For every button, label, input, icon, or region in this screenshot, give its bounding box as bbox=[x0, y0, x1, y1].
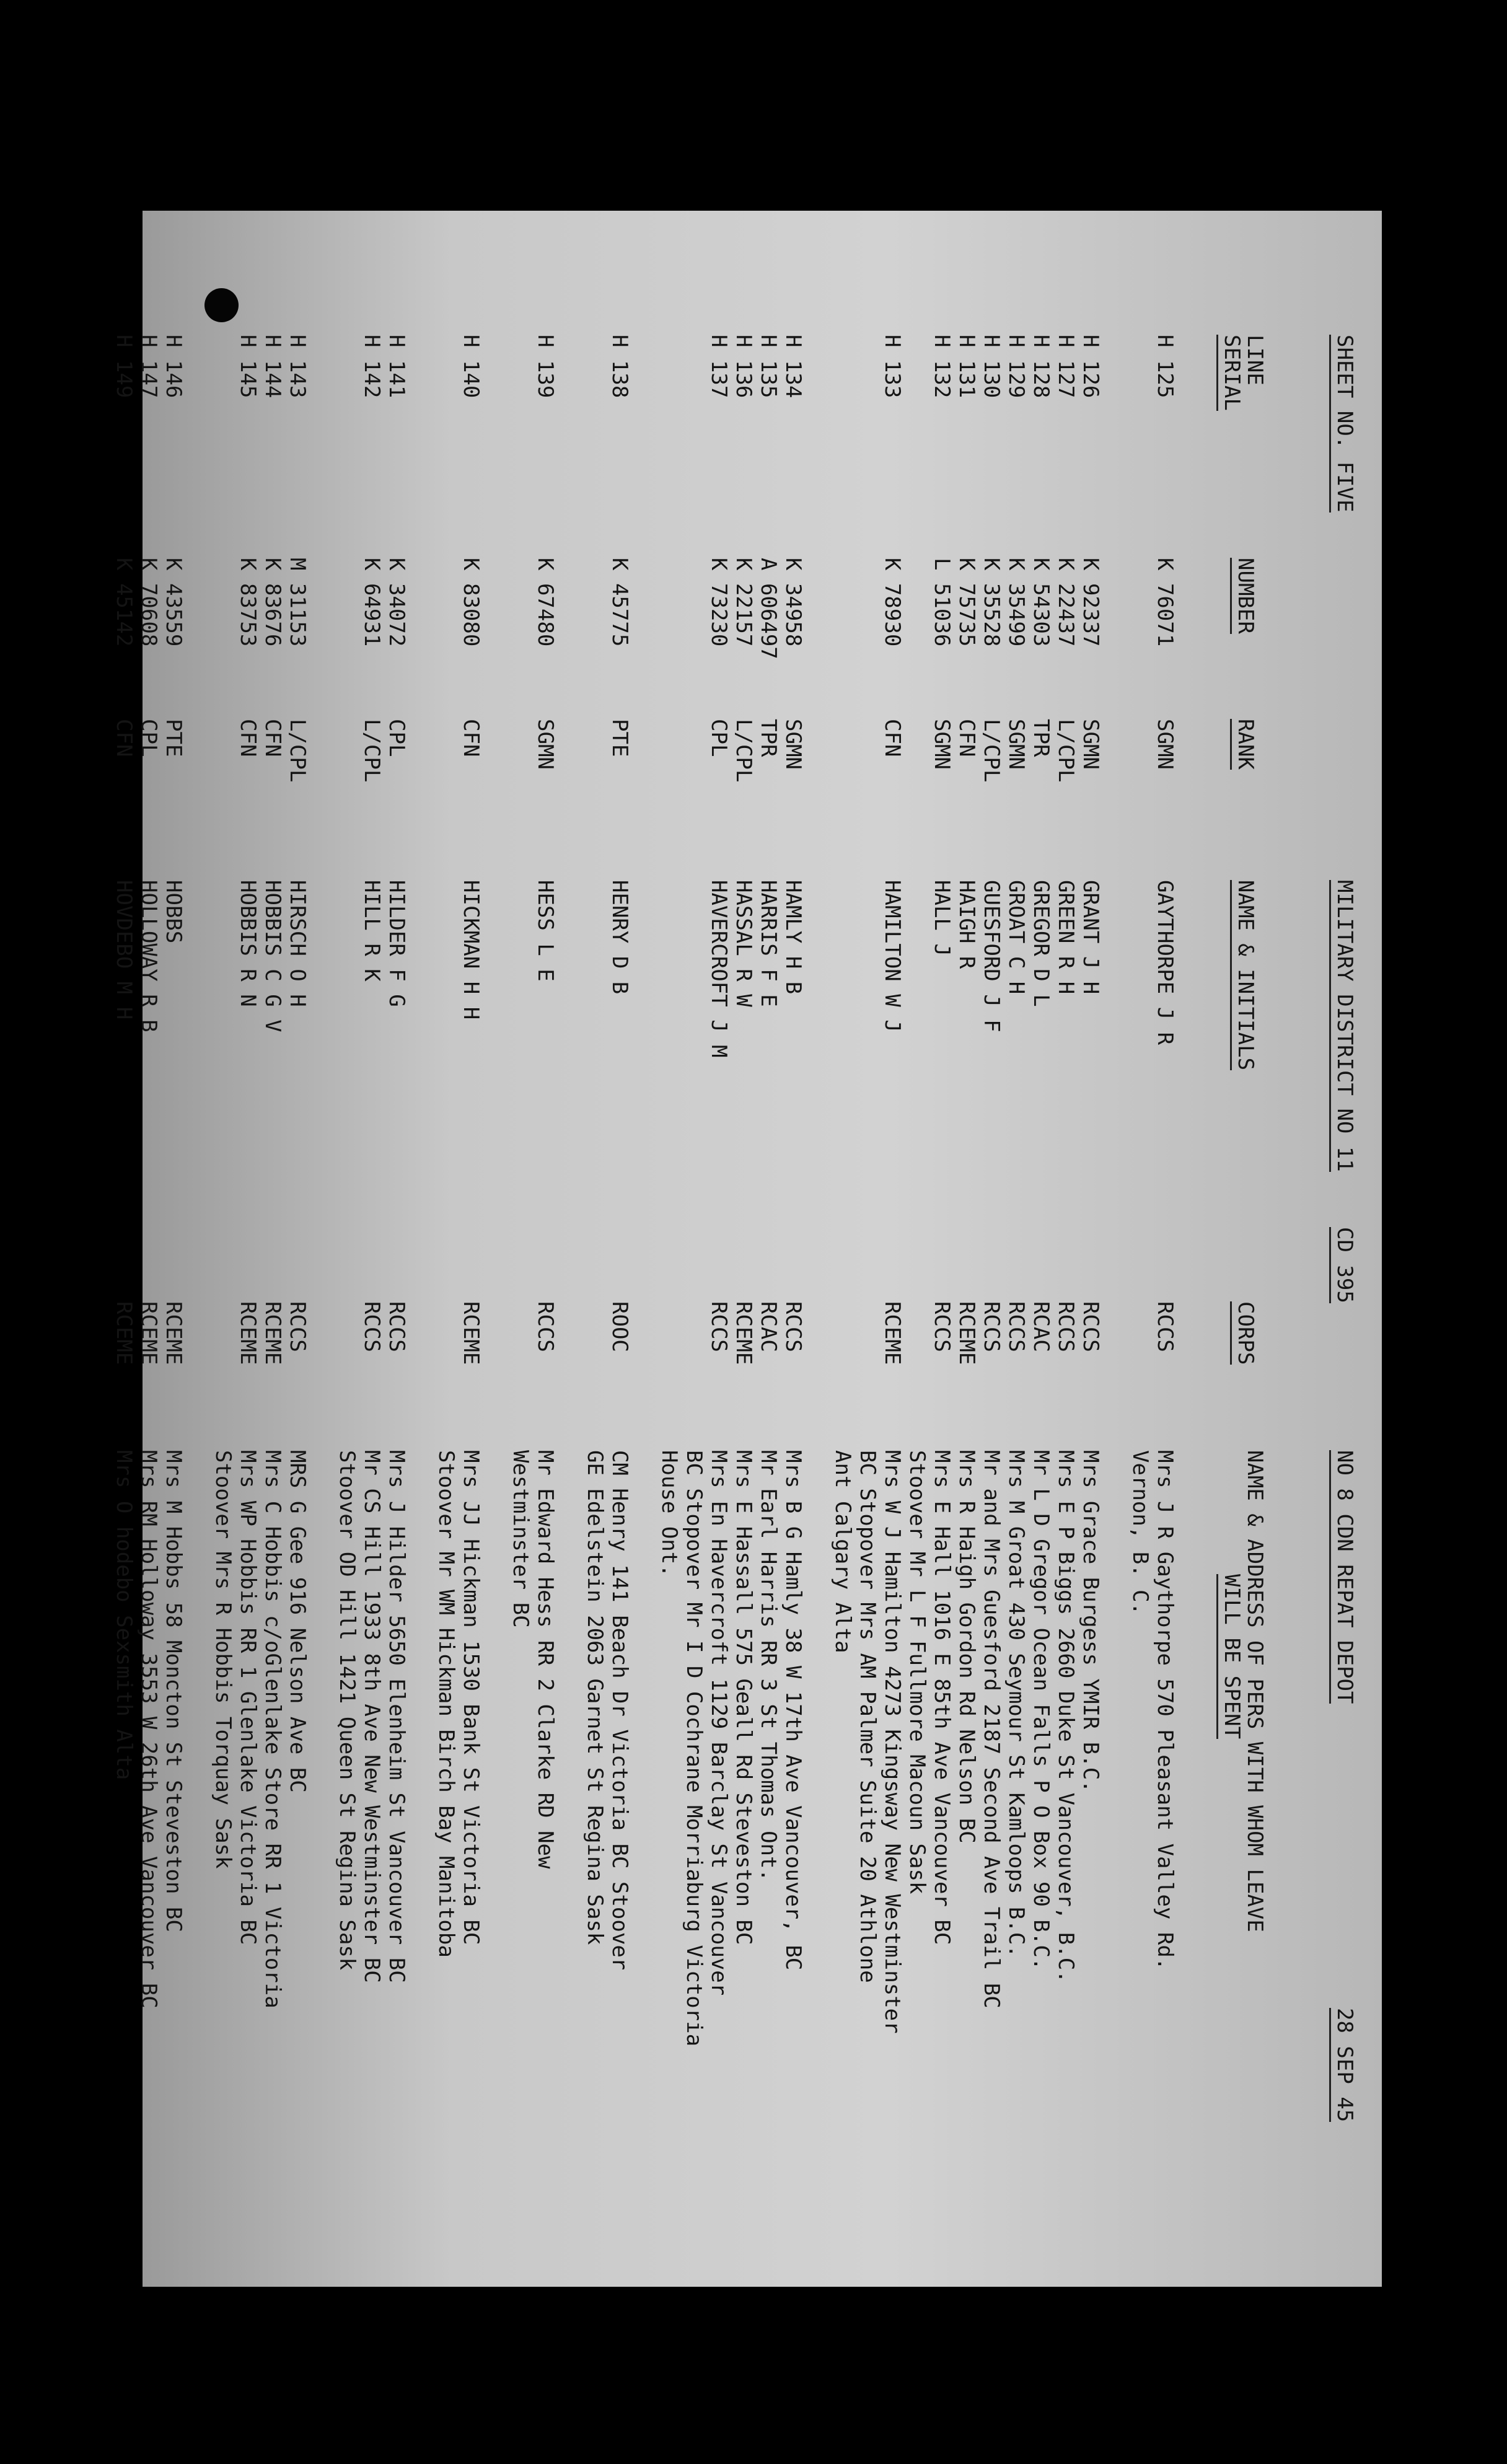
table-row bbox=[384, 211, 409, 2287]
row-address: Mr Earl Harris RR 3 St Thomas Ont. bbox=[756, 1450, 781, 1881]
row-serial: H 128 bbox=[1029, 335, 1053, 398]
row-rank: CFN bbox=[260, 719, 285, 757]
row-rank: L/CPL bbox=[359, 719, 384, 783]
row-serial: H 126 bbox=[1078, 335, 1103, 398]
table-row bbox=[954, 211, 979, 2287]
row-rank: L/CPL bbox=[731, 719, 756, 783]
row-corps: RCEME bbox=[260, 1301, 285, 1365]
table-row bbox=[211, 211, 235, 2287]
row-corps: RCCS bbox=[1153, 1301, 1177, 1352]
row-address: BC Stopover Mrs AM Palmer Suite 20 Athlone bbox=[855, 1450, 880, 1983]
table-row bbox=[905, 211, 929, 2287]
row-number: K 35528 bbox=[979, 558, 1004, 647]
row-corps: RCEME bbox=[136, 1301, 161, 1365]
row-number: K 83676 bbox=[260, 558, 285, 647]
table-row bbox=[136, 211, 161, 2287]
row-name: HICKMAN H H bbox=[459, 880, 483, 1020]
row-serial: H 125 bbox=[1153, 335, 1177, 398]
row-address: Stoover Mrs R Hobbis Torquay Sask bbox=[211, 1450, 235, 1869]
col-number: NUMBER bbox=[1230, 558, 1258, 634]
row-address: Ant Calgary Alta bbox=[830, 1450, 855, 1653]
row-serial: H 147 bbox=[136, 335, 161, 398]
row-name: GRANT J H bbox=[1078, 880, 1103, 995]
row-corps: RCEME bbox=[161, 1301, 186, 1365]
row-address: BC Stopover Mr I D Cochrane Morriaburg Victoria bbox=[682, 1450, 706, 2047]
row-rank: SGMN bbox=[1004, 719, 1029, 770]
table-row bbox=[285, 211, 310, 2287]
row-serial: H 144 bbox=[260, 335, 285, 398]
row-address: Mrs RM Holloway 3553 W 26th Ave Vancouver BC bbox=[136, 1450, 161, 2009]
row-address: Stoover OD Hill 1421 Queen St Regina Sask bbox=[335, 1450, 359, 1971]
row-corps: RCEME bbox=[235, 1301, 260, 1365]
col-serial-line2: SERIAL bbox=[1216, 335, 1244, 411]
row-address: Mrs Grace Burgess YMIR B.C. bbox=[1078, 1450, 1103, 1793]
row-number: K 45775 bbox=[607, 558, 632, 647]
row-number: K 67480 bbox=[533, 558, 558, 647]
row-serial: H 146 bbox=[161, 335, 186, 398]
row-name: HOBBS bbox=[161, 880, 186, 944]
table-row bbox=[459, 211, 483, 2287]
row-address: Westminster BC bbox=[508, 1450, 533, 1628]
row-name: HENRY D B bbox=[607, 880, 632, 995]
table-row bbox=[756, 211, 781, 2287]
row-number: M 31153 bbox=[285, 558, 310, 647]
row-serial: H 138 bbox=[607, 335, 632, 398]
row-number: K 45142 bbox=[112, 558, 136, 647]
row-name: HOVDEBO M H bbox=[112, 880, 136, 1020]
row-address: Mrs WP Hobbis RR 1 Glenlake Victoria BC bbox=[235, 1450, 260, 1945]
table-row bbox=[1004, 211, 1029, 2287]
row-name: HALL J bbox=[929, 880, 954, 956]
row-name: GROAT C H bbox=[1004, 880, 1029, 995]
col-address-line2: WILL BE SPENT bbox=[1216, 1574, 1244, 1739]
row-rank: CFN bbox=[880, 719, 905, 757]
row-address: Mr Edward Hess RR 2 Clarke RD New bbox=[533, 1450, 558, 1869]
row-corps: RCEME bbox=[880, 1301, 905, 1365]
row-number: K 64931 bbox=[359, 558, 384, 647]
row-address: Mrs En Havercroft 1129 Barclay St Vancouver bbox=[706, 1450, 731, 1996]
row-serial: H 137 bbox=[706, 335, 731, 398]
row-serial: H 149 bbox=[112, 335, 136, 398]
row-address: Mrs W J Hamilton 4273 Kingsway New Westminster bbox=[880, 1450, 905, 2034]
table-row bbox=[1053, 211, 1078, 2287]
row-address: Mrs E Hassall 575 Geall Rd Steveston BC bbox=[731, 1450, 756, 1945]
rotated-sheet bbox=[112, 211, 1382, 2287]
row-corps: RCCS bbox=[929, 1301, 954, 1352]
row-name: HASSAL R W bbox=[731, 880, 756, 1007]
row-name: HARRIS F E bbox=[756, 880, 781, 1007]
row-name: HAMILTON W J bbox=[880, 880, 905, 1032]
row-name: GUESFORD J F bbox=[979, 880, 1004, 1032]
row-name: HIRSCH O H bbox=[285, 880, 310, 1007]
row-serial: H 136 bbox=[731, 335, 756, 398]
row-rank: CPL bbox=[384, 719, 409, 757]
row-number: K 43559 bbox=[161, 558, 186, 647]
row-name: HILL R K bbox=[359, 880, 384, 982]
row-serial: H 139 bbox=[533, 335, 558, 398]
row-number: K 34958 bbox=[781, 558, 806, 647]
row-corps: RCAC bbox=[1029, 1301, 1053, 1352]
row-address: Stoover Mr WM Hickman Birch Bay Manitoba bbox=[434, 1450, 459, 1958]
table-row bbox=[335, 211, 359, 2287]
table-row bbox=[235, 211, 260, 2287]
district-title: MILITARY DISTRICT NO 11 bbox=[1329, 880, 1357, 1172]
col-rank: RANK bbox=[1230, 719, 1258, 770]
table-row bbox=[434, 211, 459, 2287]
row-corps: RCCS bbox=[359, 1301, 384, 1352]
row-corps: RCCS bbox=[533, 1301, 558, 1352]
row-rank: CFN bbox=[112, 719, 136, 757]
row-corps: RCCS bbox=[979, 1301, 1004, 1352]
row-number: K 83753 bbox=[235, 558, 260, 647]
row-name: HESS L E bbox=[533, 880, 558, 982]
row-number: K 22157 bbox=[731, 558, 756, 647]
row-corps: RCCS bbox=[1078, 1301, 1103, 1352]
table-row bbox=[706, 211, 731, 2287]
row-rank: SGMN bbox=[533, 719, 558, 770]
row-address: GE Edelstein 2063 Garnet St Regina Sask bbox=[582, 1450, 607, 1945]
cd-number: CD 395 bbox=[1329, 1227, 1357, 1303]
row-address: Mrs B G Hamly 38 W 17th Ave Vancouver, BC bbox=[781, 1450, 806, 1971]
row-address: Mrs M Groat 430 Seymour St Kamloops B.C. bbox=[1004, 1450, 1029, 1958]
col-serial-line1: LINE bbox=[1242, 335, 1267, 385]
row-number: L 51036 bbox=[929, 558, 954, 647]
row-address: Mr L D Gregor Ocean Falls P O Box 90 B.C. bbox=[1029, 1450, 1053, 1971]
table-row bbox=[607, 211, 632, 2287]
row-corps: RCCS bbox=[384, 1301, 409, 1352]
row-number: K 34072 bbox=[384, 558, 409, 647]
row-serial: H 143 bbox=[285, 335, 310, 398]
document-page bbox=[112, 211, 1382, 2287]
row-corps: RCCS bbox=[285, 1301, 310, 1352]
table-row bbox=[781, 211, 806, 2287]
row-rank: SGMN bbox=[929, 719, 954, 770]
row-name: HILDER F G bbox=[384, 880, 409, 1007]
table-row bbox=[1078, 211, 1103, 2287]
depot-title: NO 8 CDN REPAT DEPOT bbox=[1329, 1450, 1357, 1704]
row-address: MRS G Gee 916 Nelson Ave BC bbox=[285, 1450, 310, 1793]
row-name: HOBBIS R N bbox=[235, 880, 260, 1007]
row-number: K 54303 bbox=[1029, 558, 1053, 647]
row-rank: L/CPL bbox=[979, 719, 1004, 783]
row-address: Mrs C Hobbis c/oGlenlake Store RR 1 Victoria bbox=[260, 1450, 285, 2009]
table-row bbox=[260, 211, 285, 2287]
row-corps: RCEME bbox=[731, 1301, 756, 1365]
row-serial: H 140 bbox=[459, 335, 483, 398]
row-corps: RCCS bbox=[781, 1301, 806, 1352]
row-number: K 22437 bbox=[1053, 558, 1078, 647]
row-name: HAIGH R bbox=[954, 880, 979, 969]
row-address: Mrs JJ Hickman 1530 Bank St Victoria BC bbox=[459, 1450, 483, 1945]
row-rank: PTE bbox=[607, 719, 632, 757]
row-serial: H 129 bbox=[1004, 335, 1029, 398]
table-row bbox=[929, 211, 954, 2287]
table-row bbox=[1029, 211, 1053, 2287]
table-row bbox=[1128, 211, 1153, 2287]
row-number: K 35499 bbox=[1004, 558, 1029, 647]
table-row bbox=[161, 211, 186, 2287]
row-address: Vernon, B. C. bbox=[1128, 1450, 1153, 1616]
row-address: Mrs M Hobbs 58 Moncton St Steveston BC bbox=[161, 1450, 186, 1932]
row-address: Mrs E Hall 1016 E 85th Ave Vancouver BC bbox=[929, 1450, 954, 1945]
table-row bbox=[880, 211, 905, 2287]
table-row bbox=[657, 211, 682, 2287]
row-rank: TPR bbox=[1029, 719, 1053, 757]
row-name: GREEN R H bbox=[1053, 880, 1078, 995]
row-address: Mrs J R Gaythorpe 570 Pleasant Valley Rd. bbox=[1153, 1450, 1177, 1971]
row-serial: H 141 bbox=[384, 335, 409, 398]
col-corps: CORPS bbox=[1230, 1301, 1258, 1365]
table-row bbox=[855, 211, 880, 2287]
table-row bbox=[508, 211, 533, 2287]
row-number: K 92337 bbox=[1078, 558, 1103, 647]
row-serial: H 135 bbox=[756, 335, 781, 398]
row-address: House Ont. bbox=[657, 1450, 682, 1577]
row-rank: CFN bbox=[235, 719, 260, 757]
row-serial: H 145 bbox=[235, 335, 260, 398]
table-row bbox=[830, 211, 855, 2287]
row-rank: CPL bbox=[706, 719, 731, 757]
table-row bbox=[359, 211, 384, 2287]
row-rank: SGMN bbox=[1153, 719, 1177, 770]
table-row bbox=[682, 211, 706, 2287]
col-address-line1: NAME & ADDRESS OF PERS WITH WHOM LEAVE bbox=[1242, 1450, 1267, 1932]
row-address: Mrs E P Biggs 2660 Duke St Vancouver, B.C. bbox=[1053, 1450, 1078, 1983]
row-number: K 75735 bbox=[954, 558, 979, 647]
row-corps: RCEME bbox=[112, 1301, 136, 1365]
row-corps: RCCS bbox=[1004, 1301, 1029, 1352]
row-corps: RCAC bbox=[756, 1301, 781, 1352]
row-number: A 606497 bbox=[756, 558, 781, 659]
table-row bbox=[731, 211, 756, 2287]
table-row bbox=[979, 211, 1004, 2287]
row-address: Mrs O hodebo Sexsmith Alta bbox=[112, 1450, 136, 1780]
row-number: K 78930 bbox=[880, 558, 905, 647]
row-name: GREGOR D L bbox=[1029, 880, 1053, 1007]
row-rank: SGMN bbox=[1078, 719, 1103, 770]
row-serial: H 133 bbox=[880, 335, 905, 398]
row-number: K 70608 bbox=[136, 558, 161, 647]
row-address: Mr CS Hill 1933 8th Ave New Westminster BC bbox=[359, 1450, 384, 1983]
row-rank: CPL bbox=[136, 719, 161, 757]
row-address: Stoover Mr L F Fullmore Macoun Sask bbox=[905, 1450, 929, 1894]
row-serial: H 142 bbox=[359, 335, 384, 398]
row-corps: RCCS bbox=[706, 1301, 731, 1352]
table-row bbox=[533, 211, 558, 2287]
row-serial: H 132 bbox=[929, 335, 954, 398]
row-address: CM Henry 141 Beach Dr Victoria BC Stoover bbox=[607, 1450, 632, 1971]
row-name: HOLLOWAY R B bbox=[136, 880, 161, 1032]
row-name: HOBBIS C G V bbox=[260, 880, 285, 1032]
col-name: NAME & INITIALS bbox=[1230, 880, 1258, 1070]
row-address: Mrs J Hilder 5650 Elenheim St Vancouver BC bbox=[384, 1450, 409, 1983]
row-rank: L/CPL bbox=[285, 719, 310, 783]
row-corps: RCEME bbox=[954, 1301, 979, 1365]
row-name: HAMLY H B bbox=[781, 880, 806, 995]
row-corps: RCEME bbox=[459, 1301, 483, 1365]
sheet-number: SHEET NO. FIVE bbox=[1329, 335, 1357, 513]
row-serial: H 134 bbox=[781, 335, 806, 398]
row-rank: SGMN bbox=[781, 719, 806, 770]
row-number: K 73230 bbox=[706, 558, 731, 647]
table-row bbox=[112, 211, 136, 2287]
row-name: GAYTHORPE J R bbox=[1153, 880, 1177, 1045]
row-address: Mr and Mrs Guesford 2187 Second Ave Trail BC bbox=[979, 1450, 1004, 2009]
row-rank: PTE bbox=[161, 719, 186, 757]
table-row bbox=[1153, 211, 1177, 2287]
row-rank: CFN bbox=[954, 719, 979, 757]
table-row bbox=[582, 211, 607, 2287]
row-address: Mrs R Haigh Gordon Rd Nelson BC bbox=[954, 1450, 979, 1844]
row-rank: TPR bbox=[756, 719, 781, 757]
row-serial: H 131 bbox=[954, 335, 979, 398]
row-corps: ROOC bbox=[607, 1301, 632, 1352]
row-serial: H 130 bbox=[979, 335, 1004, 398]
row-corps: RCCS bbox=[1053, 1301, 1078, 1352]
row-number: K 76071 bbox=[1153, 558, 1177, 647]
row-rank: L/CPL bbox=[1053, 719, 1078, 783]
row-serial: H 127 bbox=[1053, 335, 1078, 398]
row-rank: CFN bbox=[459, 719, 483, 757]
row-number: K 83080 bbox=[459, 558, 483, 647]
row-name: HAVERCROFT J M bbox=[706, 880, 731, 1058]
sheet-date: 28 SEP 45 bbox=[1329, 2008, 1357, 2122]
